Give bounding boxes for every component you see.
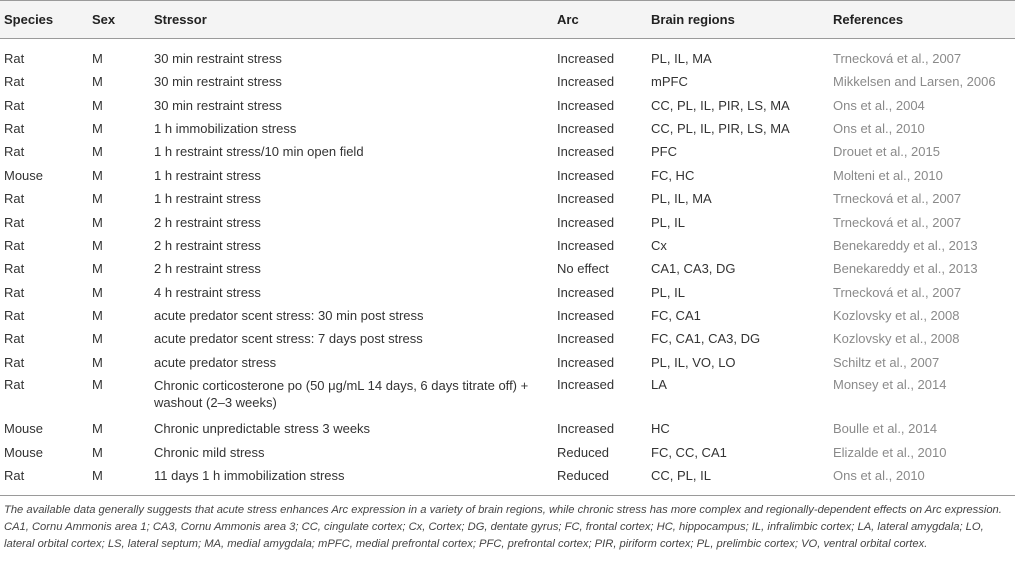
cell-arc: Increased (557, 167, 615, 183)
cell-brain-regions: FC, HC (651, 167, 695, 183)
cell-brain-regions: CC, PL, IL, PIR, LS, MA (651, 120, 790, 136)
table-body (0, 39, 1015, 488)
cell-species: Rat (4, 284, 25, 300)
cell-arc: Increased (557, 74, 615, 90)
cell-reference: Kozlovsky et al., 2008 (833, 331, 960, 347)
cell-sex: M (92, 97, 103, 113)
cell-arc: Increased (557, 214, 615, 230)
cell-stressor: 30 min restraint stress (154, 51, 282, 66)
cell-arc: Increased (557, 421, 615, 437)
table-row (0, 464, 1015, 487)
cell-arc: Increased (557, 377, 615, 393)
cell-brain-regions: Cx (651, 237, 667, 253)
table-row (0, 257, 1015, 280)
cell-reference: Benekareddy et al., 2013 (833, 261, 978, 277)
cell-species: Mouse (4, 421, 44, 437)
header-arc: Arc (553, 1, 647, 39)
cell-sex: M (92, 74, 103, 90)
cell-species: Rat (4, 120, 25, 136)
cell-stressor: acute predator stress (154, 354, 277, 370)
cell-stressor: 30 min restraint stress (154, 97, 282, 113)
cell-sex: M (92, 167, 103, 183)
cell-stressor: 2 h restraint stress (154, 237, 261, 253)
cell-brain-regions: CC, PL, IL, PIR, LS, MA (651, 97, 790, 113)
cell-reference: Trnecková et al., 2007 (833, 284, 962, 300)
cell-reference: Mikkelsen and Larsen, 2006 (833, 74, 996, 90)
cell-reference: Drouet et al., 2015 (833, 144, 940, 160)
cell-arc: Increased (557, 97, 615, 113)
cell-sex: M (92, 144, 103, 160)
cell-species: Mouse (4, 444, 44, 460)
cell-stressor: 2 h restraint stress (154, 214, 261, 230)
cell-stressor: 1 h restraint stress/10 min open field (154, 144, 364, 160)
cell-species: Rat (4, 97, 25, 113)
table-row (0, 210, 1015, 233)
cell-species: Rat (4, 191, 25, 207)
cell-reference: Boulle et al., 2014 (833, 421, 938, 437)
header-references: References (829, 1, 1015, 39)
cell-stressor: 1 h immobilization stress (154, 120, 297, 136)
cell-species: Rat (4, 331, 25, 347)
table-caption: The available data generally suggests that acute stress enhances Arc expression in a variety of brain regions, while chronic stress has more complex and regionally-dependent effects on Arc expression. CA1, Cornu Ammonis area 1; CA3, Cornu Ammonis area 3; CC, cingulate cortex; Cx, Cortex; DG, dentate gyrus; FC, frontal cortex; HC, hippocampus; IL, infralimbic cortex; LA, lateral amygdala; LO, lateral orbital cortex; LS, lateral septum; MA, medial amygdala; mPFC, medial prefrontal cortex; PFC, prefrontal cortex; PIR, piriform cortex; PL, prelimbic cortex; VO, ventral orbital cortex. (4, 504, 1002, 551)
cell-brain-regions: PL, IL, MA (651, 51, 712, 66)
cell-brain-regions: FC, CC, CA1 (651, 444, 727, 460)
cell-stressor: Chronic unpredictable stress 3 weeks (154, 421, 371, 437)
cell-reference: Molteni et al., 2010 (833, 167, 943, 183)
cell-sex: M (92, 354, 103, 370)
cell-sex: M (92, 191, 103, 207)
cell-sex: M (92, 214, 103, 230)
cell-sex: M (92, 261, 103, 277)
cell-stressor: Chronic mild stress (154, 444, 265, 460)
table-row (0, 417, 1015, 440)
table-row (0, 164, 1015, 187)
table-row (0, 374, 1015, 417)
table-row (0, 440, 1015, 463)
cell-reference: Schiltz et al., 2007 (833, 354, 940, 370)
cell-reference: Monsey et al., 2014 (833, 377, 947, 393)
header-sex: Sex (88, 1, 150, 39)
cell-brain-regions: CA1, CA3, DG (651, 261, 736, 277)
cell-species: Rat (4, 468, 25, 484)
cell-arc: No effect (557, 261, 609, 277)
cell-sex: M (92, 284, 103, 300)
cell-brain-regions: PL, IL (651, 214, 685, 230)
cell-stressor: acute predator scent stress: 30 min post stress (154, 308, 424, 324)
header-row (0, 1, 1015, 39)
cell-arc: Increased (557, 237, 615, 253)
cell-stressor: Chronic corticosterone po (50 μg/mL 14 days, 6 days titrate off) + washout (2–3 weeks) (154, 378, 529, 411)
cell-arc: Increased (557, 308, 615, 324)
table-row (0, 39, 1015, 71)
table-row (0, 187, 1015, 210)
cell-species: Rat (4, 214, 25, 230)
table-row (0, 234, 1015, 257)
cell-species: Rat (4, 237, 25, 253)
cell-reference: Ons et al., 2010 (833, 468, 925, 484)
cell-species: Mouse (4, 167, 44, 183)
header-brain-regions: Brain regions (647, 1, 829, 39)
cell-brain-regions: PFC (651, 144, 677, 160)
table-row (0, 117, 1015, 140)
table-bottom-rule (0, 487, 1015, 496)
cell-stressor: 30 min restraint stress (154, 74, 282, 90)
cell-sex: M (92, 331, 103, 347)
cell-brain-regions: CC, PL, IL (651, 468, 711, 484)
cell-species: Rat (4, 144, 25, 160)
cell-species: Rat (4, 308, 25, 324)
cell-brain-regions: HC (651, 421, 670, 437)
cell-sex: M (92, 308, 103, 324)
cell-reference: Ons et al., 2004 (833, 97, 925, 113)
cell-stressor: 4 h restraint stress (154, 284, 261, 300)
cell-stressor: 1 h restraint stress (154, 191, 261, 207)
cell-reference: Trnecková et al., 2007 (833, 51, 962, 66)
cell-sex: M (92, 51, 103, 66)
cell-brain-regions: LA (651, 377, 667, 393)
cell-reference: Kozlovsky et al., 2008 (833, 308, 960, 324)
table-row (0, 304, 1015, 327)
cell-reference: Ons et al., 2010 (833, 120, 925, 136)
cell-arc: Increased (557, 144, 615, 160)
cell-stressor: acute predator scent stress: 7 days post stress (154, 331, 423, 347)
cell-species: Rat (4, 354, 25, 370)
table-row (0, 93, 1015, 116)
cell-reference: Benekareddy et al., 2013 (833, 237, 978, 253)
cell-stressor: 1 h restraint stress (154, 167, 261, 183)
cell-sex: M (92, 120, 103, 136)
cell-stressor: 2 h restraint stress (154, 261, 261, 277)
cell-brain-regions: PL, IL, VO, LO (651, 354, 736, 370)
cell-arc: Increased (557, 354, 615, 370)
cell-stressor: 11 days 1 h immobilization stress (154, 468, 345, 484)
header-stressor: Stressor (150, 1, 553, 39)
cell-species: Rat (4, 74, 25, 90)
cell-arc: Increased (557, 331, 615, 347)
cell-arc: Reduced (557, 468, 610, 484)
cell-brain-regions: FC, CA1, CA3, DG (651, 331, 761, 347)
table-row (0, 140, 1015, 163)
table-row (0, 327, 1015, 350)
cell-arc: Increased (557, 284, 615, 300)
cell-arc: Increased (557, 191, 615, 207)
table-row (0, 351, 1015, 374)
cell-arc: Reduced (557, 444, 610, 460)
cell-brain-regions: FC, CA1 (651, 308, 701, 324)
cell-sex: M (92, 468, 103, 484)
header-species: Species (0, 1, 88, 39)
cell-brain-regions: mPFC (651, 74, 688, 90)
cell-reference: Trnecková et al., 2007 (833, 214, 962, 230)
cell-species: Rat (4, 377, 25, 393)
cell-sex: M (92, 444, 103, 460)
cell-arc: Increased (557, 120, 615, 136)
cell-sex: M (92, 421, 103, 437)
cell-sex: M (92, 377, 103, 393)
cell-arc: Increased (557, 51, 615, 66)
cell-reference: Trnecková et al., 2007 (833, 191, 962, 207)
table-row (0, 70, 1015, 93)
table-header (0, 1, 1015, 39)
cell-reference: Elizalde et al., 2010 (833, 444, 947, 460)
cell-species: Rat (4, 261, 25, 277)
cell-brain-regions: PL, IL, MA (651, 191, 712, 207)
cell-brain-regions: PL, IL (651, 284, 685, 300)
cell-sex: M (92, 237, 103, 253)
cell-species: Rat (4, 51, 25, 66)
table-row (0, 281, 1015, 304)
